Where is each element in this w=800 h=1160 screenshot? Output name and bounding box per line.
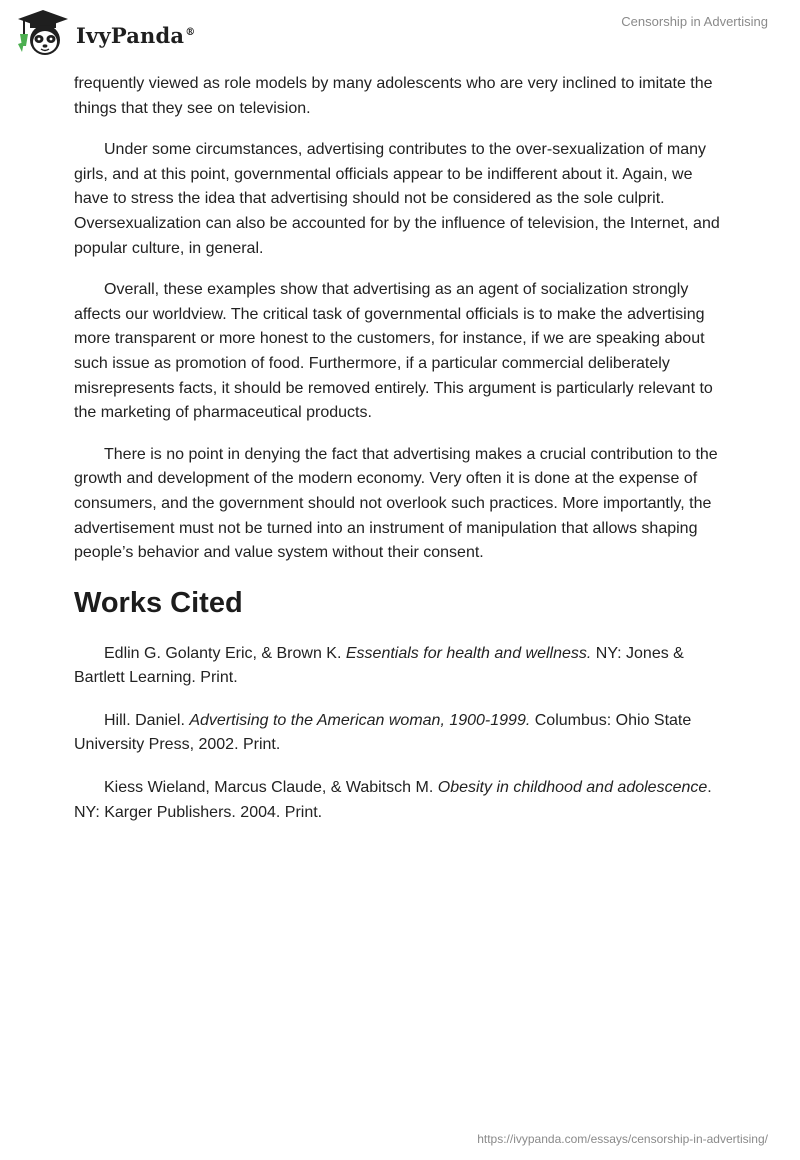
works-cited-heading: Works Cited <box>74 586 243 619</box>
citation-authors: Hill. Daniel. <box>104 711 190 729</box>
registered-mark: ® <box>185 26 196 38</box>
citation-2 <box>74 709 726 758</box>
citation-3 <box>74 776 726 825</box>
citation-publisher: Columbus: Ohio State University Press, 2002. Print. <box>74 711 692 754</box>
panda-graduate-icon <box>16 8 70 58</box>
essay-content <box>74 72 726 843</box>
citation-title: Essentials for health and wellness. <box>345 644 592 662</box>
citation-authors: Edlin G. Golanty Eric, & Brown K. <box>104 644 346 662</box>
citation-title: Advertising to the American woman, 1900-1999. <box>189 711 531 729</box>
citation-publisher: NY: Jones & Bartlett Learning. Print. <box>74 644 684 687</box>
citation-publisher: . NY: Karger Publishers. 2004. Print. <box>74 779 712 821</box>
body-paragraph-2: Under some circumstances, advertising contributes to the over-sexualization of many girls, and at this point, governmental officials appear to be indifferent about it. Again, we have to stress the idea that advertising should not be considered as the sole culprit. Oversexualization can also be accounted for by the influence of television, the Internet, and popular culture, in general. <box>74 141 720 257</box>
body-paragraph-1: frequently viewed as role models by many adolescents who are very inclined to imitate the things that they see on television. <box>74 75 713 117</box>
body-paragraph-3: Overall, these examples show that advertising as an agent of socialization strongly affects our worldview. The critical task of governmental officials is to make the advertising more transparent or more honest to the customers, for instance, if we are speaking about such issue as promotion of food. Furthermore, if a particular commercial deliberately misrepresents facts, it should be removed entirely. This argument is particularly relevant to the marketing of pharmaceutical products. <box>74 281 713 422</box>
page-header <box>0 0 800 70</box>
ivypanda-logo[interactable] <box>16 8 195 58</box>
citation-1 <box>74 642 726 691</box>
source-url-link[interactable]: https://ivypanda.com/essays/censorship-in-advertising/ <box>477 1132 768 1146</box>
brand-name: IvyPanda® <box>76 22 196 48</box>
running-title: Censorship in Advertising <box>621 14 768 29</box>
body-paragraph-4: There is no point in denying the fact that advertising makes a crucial contribution to the growth and development of the modern economy. Very often it is done at the expense of consumers, and the government should not overlook such practices. More importantly, the advertisement must not be turned into an instrument of manipulation that allows shaping people’s behavior and value system without their consent. <box>74 445 718 562</box>
citation-title: Obesity in childhood and adolescence <box>437 779 708 797</box>
citation-authors: Kiess Wieland, Marcus Claude, & Wabitsch M. <box>104 779 438 797</box>
